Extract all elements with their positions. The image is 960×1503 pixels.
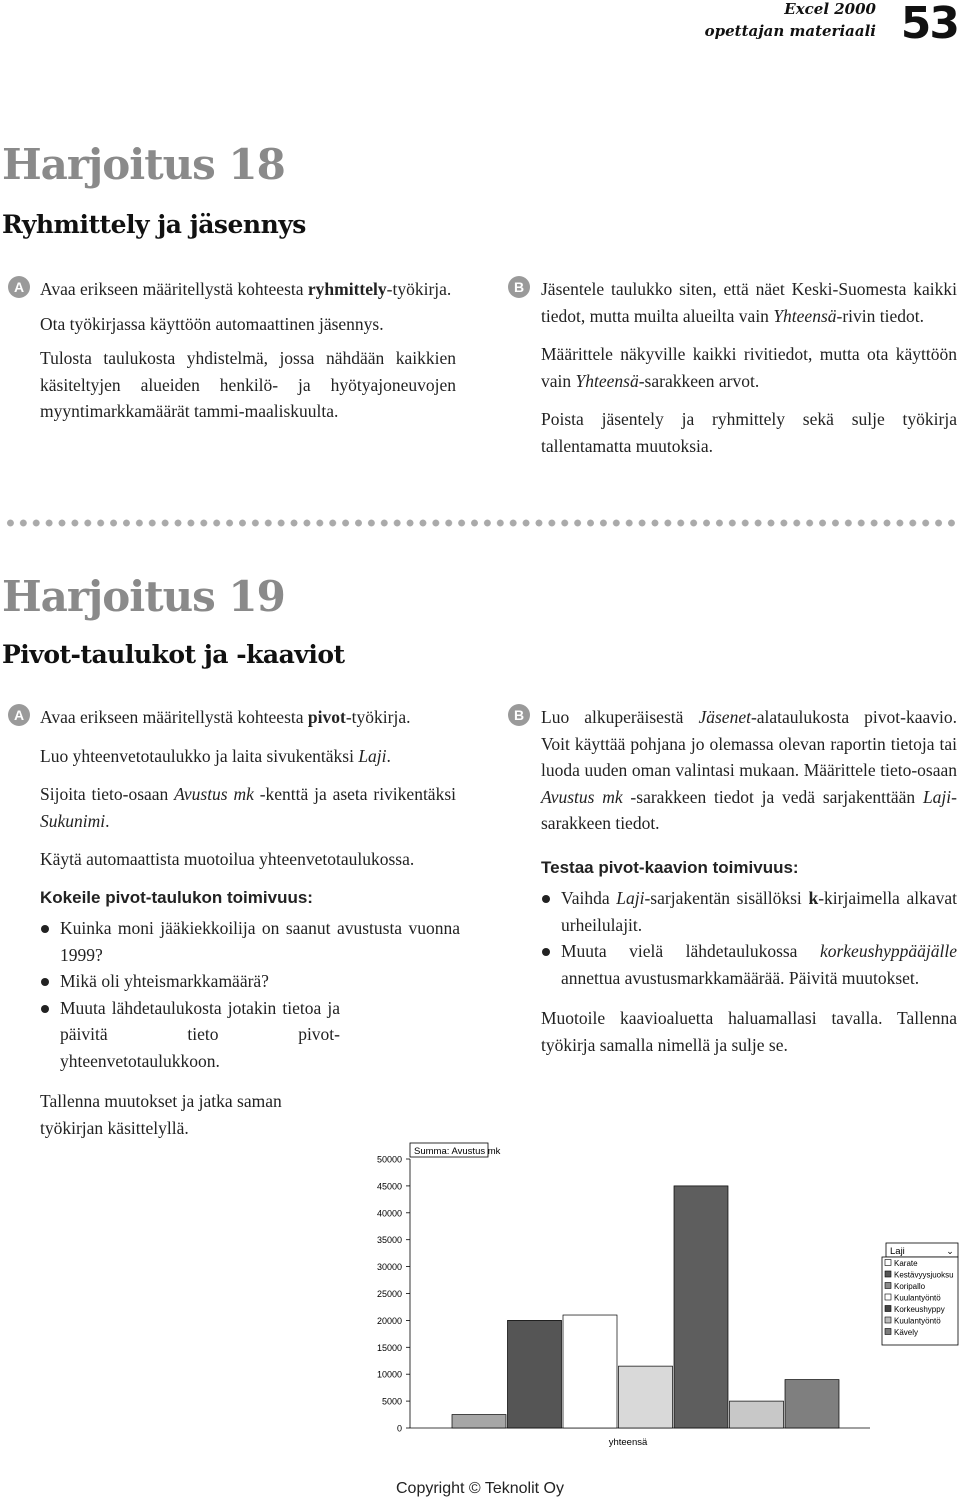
legend [882, 1243, 958, 1345]
italic-text: korkeushyppääjälle [819, 941, 957, 961]
paragraph [541, 341, 957, 394]
text: -työkirja. [345, 707, 411, 727]
list-item: Mikä oli yhteismarkkamäärä? [40, 968, 460, 995]
bold-text: pivot [307, 707, 346, 727]
y-tick-label: 10000 [376, 1369, 402, 1380]
bar [674, 1186, 728, 1428]
bar [619, 1366, 673, 1428]
copyright: Copyright © Teknolit Oy [395, 1480, 564, 1497]
legend-swatch [885, 1260, 891, 1266]
legend-entry: Koripallo [894, 1282, 926, 1291]
text: -työkirja. [386, 279, 452, 299]
chart-title: Summa: Avustus mk [414, 1146, 501, 1157]
text: Vaihda [561, 888, 617, 908]
section-b-badge: B [508, 276, 530, 298]
text: -sarakkeen tiedot. [541, 786, 957, 833]
text: Luo yhteenvetotaulukko ja laita sivukentäksi [40, 745, 359, 766]
y-tick-label: 5000 [381, 1396, 402, 1407]
try-heading: Kokeile pivot-taulukon toimivuus: [40, 887, 313, 907]
text: -alataulukosta pivot-kaavio. Voit käyttää pohjana jo olemassa olevan raportin tietoja tai luoda uuden oman valintasi mukaan. Määrittele tieto-osaan [541, 707, 958, 780]
exercise-19-column-a [40, 704, 460, 1153]
text: Jäsentele taulukko siten, että näet Keski-Suomesta kaikki tiedot, mutta muilta alueilta vain [541, 279, 957, 326]
paragraph [40, 743, 456, 770]
bar [508, 1320, 562, 1428]
italic-text: Yhteensä [773, 305, 837, 326]
text: annettua avustusmarkkamäärää. Päivitä muutokset. [561, 967, 920, 988]
paragraph [40, 704, 456, 731]
legend-entry: Karate [894, 1259, 918, 1268]
italic-text: Avustus mk [174, 784, 254, 804]
x-axis-label: yhteensä [608, 1437, 648, 1448]
product-name: Excel 2000 [784, 0, 876, 18]
exercise-18-column-b [541, 276, 957, 471]
list-item: Muuta lähdetaulukosta jotakin tietoa ja päivitä tieto pivot-yhteenvetotaulukkoon. [40, 995, 340, 1075]
y-tick-label: 45000 [376, 1181, 402, 1192]
legend-swatch [885, 1306, 891, 1312]
text: -rivin tiedot. [836, 305, 924, 326]
legend-swatch [885, 1294, 891, 1300]
y-tick-label: 30000 [376, 1262, 402, 1273]
section-b-badge: B [508, 704, 530, 726]
paragraph: Käytä automaattista muotoilua yhteenvetotaulukossa. [40, 849, 415, 869]
legend-swatch [885, 1283, 891, 1289]
bold-text: k [808, 888, 819, 908]
text: . [105, 810, 110, 831]
text: Määrittele näkyville kaikki rivitiedot, mutta ota käyttöön vain [541, 344, 957, 391]
legend-entry: Kävely [894, 1328, 919, 1337]
exercise-19-column-b [541, 704, 957, 1070]
bars [452, 1186, 839, 1428]
list-item [541, 885, 957, 938]
text: -sarjakentän sisällöksi [644, 888, 809, 908]
italic-text: Jäsenet [698, 707, 751, 727]
y-tick-label: 0 [396, 1423, 402, 1434]
text: Luo alkuperäisestä [541, 707, 699, 727]
text: -sarakkeen arvot. [638, 370, 760, 391]
exercise-18-title: Harjoitus 18 [2, 140, 285, 189]
bar [785, 1380, 839, 1428]
text: -sarakkeen tiedot ja vedä sarjakenttään [622, 786, 923, 807]
section-a-badge: A [8, 704, 30, 726]
italic-text: Laji [616, 888, 645, 908]
italic-text: Yhteensä [575, 370, 639, 391]
chart-title-box [410, 1143, 501, 1157]
exercise-18-subtitle: Ryhmittely ja jäsennys [2, 210, 306, 239]
y-tick-label: 25000 [376, 1289, 402, 1299]
exercise-19-title: Harjoitus 19 [2, 572, 285, 621]
paragraph: Muotoile kaavioaluetta haluamallasi tavalla. Tallenna työkirja samalla nimellä ja sulje se. [541, 1008, 957, 1055]
y-tick-label: 20000 [376, 1315, 402, 1326]
text: Avaa erikseen määritellystä kohteesta [40, 707, 308, 727]
bold-text: ryhmittely [307, 279, 387, 299]
text: Muuta vielä lähdetaulukossa [561, 941, 820, 961]
text: Avaa erikseen määritellystä kohteesta [40, 279, 308, 299]
text: . [386, 745, 391, 766]
bar [563, 1315, 617, 1428]
legend-swatch [885, 1329, 891, 1335]
paragraph: Tallenna muutokset ja jatka saman työkirjan käsittelyllä. [40, 1091, 282, 1138]
paragraph [40, 781, 456, 834]
section-a-badge: A [8, 276, 30, 298]
y-tick-label: 35000 [376, 1235, 402, 1246]
exercise-19-subtitle: Pivot-taulukot ja -kaaviot [2, 640, 345, 669]
pivot-chart [360, 1138, 960, 1448]
paragraph [541, 276, 957, 329]
dotted-separator [4, 517, 956, 529]
italic-text: Avustus mk [541, 786, 623, 807]
bar [452, 1415, 506, 1428]
italic-text: Sukunimi [40, 810, 106, 831]
text: -kirjaimella alkavat urheilulajit. [561, 888, 957, 935]
paragraph: Tulosta taulukosta yhdistelmä, jossa nähdään kaikkien käsiteltyjen alueiden henkilö- ja hyötyajoneuvojen myyntimarkkamäärät tammi-maaliskuulta. [40, 348, 456, 421]
legend-swatch [885, 1317, 891, 1323]
legend-entry: Kuulantyöntö [894, 1316, 941, 1326]
paragraph [541, 704, 957, 837]
legend-entry: Korkeushyppy [894, 1305, 945, 1314]
italic-text: Laji [922, 786, 952, 807]
page-header [0, 0, 960, 50]
legend-entry: Kuulantyöntö [894, 1293, 941, 1303]
test-heading: Testaa pivot-kaavion toimivuus: [541, 857, 799, 877]
y-tick-label: 50000 [376, 1154, 402, 1165]
try-list [40, 915, 460, 1074]
legend-title: Laji [890, 1246, 905, 1257]
legend-entry: Kestävyysjuoksu [894, 1270, 954, 1280]
list-item [541, 938, 957, 991]
paragraph [40, 276, 456, 303]
legend-swatch [885, 1271, 891, 1277]
legend-dropdown-arrow-icon[interactable]: ⌄ [946, 1246, 954, 1256]
italic-text: Laji [358, 745, 387, 766]
test-list [541, 885, 957, 991]
bar [730, 1401, 784, 1428]
text: -kenttä ja aseta rivikentäksi [253, 784, 456, 804]
material-label: opettajan materiaali [704, 22, 876, 40]
text: Sijoita tieto-osaan [40, 784, 175, 804]
paragraph: Ota työkirjassa käyttöön automaattinen jäsennys. [40, 313, 384, 334]
exercise-18-column-a [40, 276, 456, 437]
y-tick-label: 15000 [376, 1342, 402, 1353]
paragraph: Poista jäsentely ja ryhmittely sekä sulje työkirja tallentamatta muutoksia. [541, 409, 957, 456]
y-tick-label: 40000 [376, 1208, 402, 1219]
page-number: 53 [900, 0, 958, 49]
list-item: Kuinka moni jääkiekkoilija on saanut avustusta vuonna 1999? [40, 915, 460, 968]
